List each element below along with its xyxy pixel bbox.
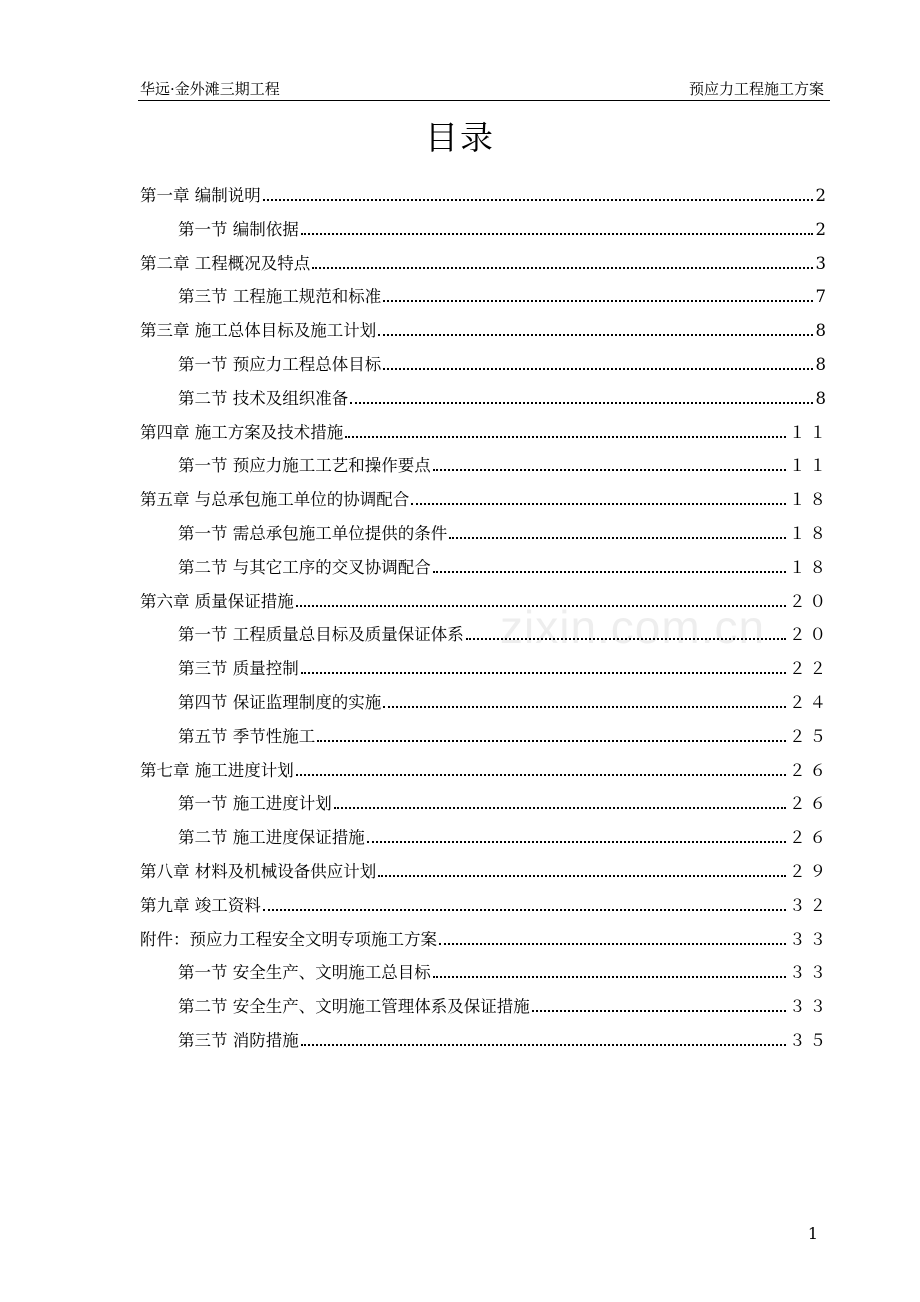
toc-dot-leader	[263, 892, 786, 911]
toc-chapter-entry[interactable]	[140, 486, 830, 520]
toc-dot-leader	[411, 487, 786, 506]
watermark-text: zixin.com.cn	[500, 601, 766, 653]
toc-dot-leader	[263, 183, 813, 202]
toc-entry-page: 2	[815, 186, 830, 205]
toc-section-entry[interactable]	[140, 959, 830, 993]
toc-entry-page: ２９	[789, 861, 830, 881]
toc-dot-leader	[367, 825, 786, 844]
toc-section-entry[interactable]	[140, 1027, 830, 1061]
toc-entry-page: １１	[789, 422, 830, 442]
toc-section-entry[interactable]	[140, 621, 830, 655]
toc-entry-page: ３５	[789, 1030, 830, 1050]
toc-entry-label: 第四章 施工方案及技术措施	[140, 422, 344, 442]
toc-section-entry[interactable]	[140, 554, 830, 588]
toc-entry-label: 第一节 预应力施工工艺和操作要点	[178, 456, 431, 476]
toc-entry-label: 附件：预应力工程安全文明专项施工方案	[140, 929, 437, 949]
toc-entry-label: 第四节 保证监理制度的实施	[178, 692, 382, 712]
toc-chapter-entry[interactable]	[140, 892, 830, 926]
toc-entry-label: 第三节 工程施工规范和标准	[178, 287, 382, 307]
toc-chapter-entry[interactable]	[140, 250, 830, 284]
toc-section-entry[interactable]	[140, 520, 830, 554]
toc-dot-leader	[383, 689, 786, 708]
toc-chapter-entry[interactable]	[140, 182, 830, 216]
page-number: 1	[807, 1224, 818, 1243]
toc-entry-label: 第一节 编制依据	[178, 219, 299, 239]
toc-dot-leader	[383, 351, 812, 370]
toc-entry-page: ２４	[789, 692, 830, 712]
table-of-contents	[140, 182, 830, 1061]
toc-entry-page: 2	[815, 219, 830, 239]
toc-entry-label: 第三节 消防措施	[178, 1030, 299, 1050]
toc-section-entry[interactable]	[140, 452, 830, 486]
toc-section-entry[interactable]	[140, 655, 830, 689]
toc-dot-leader	[301, 656, 786, 675]
toc-chapter-entry[interactable]	[140, 317, 830, 351]
toc-entry-page: ２６	[789, 794, 830, 814]
toc-entry-page: ２６	[789, 828, 830, 848]
toc-entry-label: 第二节 与其它工序的交叉协调配合	[178, 557, 431, 577]
toc-dot-leader	[312, 250, 812, 269]
toc-entry-page: 8	[815, 354, 830, 374]
toc-entry-label: 第五节 季节性施工	[178, 726, 316, 746]
toc-entry-page: ３３	[789, 929, 830, 949]
toc-entry-label: 第一节 安全生产、文明施工总目标	[178, 963, 431, 983]
toc-dot-leader	[466, 622, 786, 641]
toc-chapter-entry[interactable]	[140, 926, 830, 960]
toc-entry-label: 第二章 工程概况及特点	[140, 253, 311, 273]
toc-section-entry[interactable]	[140, 689, 830, 723]
toc-entry-label: 第三节 质量控制	[178, 659, 299, 679]
toc-section-entry[interactable]	[140, 790, 830, 824]
toc-entry-page: 3	[815, 253, 830, 273]
toc-chapter-entry[interactable]	[140, 858, 830, 892]
header-document-title: 预应力工程施工方案	[688, 80, 824, 98]
toc-entry-page: ３３	[789, 997, 830, 1017]
toc-entry-label: 第二节 安全生产、文明施工管理体系及保证措施	[178, 997, 530, 1017]
toc-entry-label: 第三章 施工总体目标及施工计划	[140, 321, 377, 341]
toc-section-entry[interactable]	[140, 283, 830, 317]
toc-dot-leader	[296, 757, 786, 776]
toc-entry-page: ２５	[789, 726, 830, 746]
toc-entry-label: 第一章 编制说明	[140, 186, 261, 205]
toc-section-entry[interactable]	[140, 723, 830, 757]
page-title: 目录	[425, 118, 495, 157]
header-project-name: 华远·金外滩三期工程	[140, 80, 280, 98]
toc-entry-page: ２２	[789, 659, 830, 679]
toc-dot-leader	[439, 926, 786, 945]
toc-dot-leader	[296, 588, 786, 607]
toc-entry-label: 第五章 与总承包施工单位的协调配合	[140, 490, 410, 510]
toc-dot-leader	[378, 318, 812, 337]
toc-entry-page: １８	[789, 523, 830, 543]
toc-entry-label: 第八章 材料及机械设备供应计划	[140, 861, 377, 881]
toc-section-entry[interactable]	[140, 993, 830, 1027]
toc-entry-page: 8	[815, 388, 830, 408]
toc-entry-page: ３３	[789, 963, 830, 983]
toc-dot-leader	[378, 858, 786, 877]
toc-entry-page: ２０	[789, 591, 830, 611]
toc-entry-page: １１	[789, 456, 830, 476]
toc-entry-page: １８	[789, 557, 830, 577]
toc-section-entry[interactable]	[140, 351, 830, 385]
toc-entry-label: 第一节 施工进度计划	[178, 794, 332, 814]
toc-dot-leader	[433, 554, 786, 573]
toc-dot-leader	[532, 994, 786, 1013]
toc-entry-label: 第九章 竣工资料	[140, 895, 261, 915]
toc-dot-leader	[433, 453, 786, 472]
toc-entry-page: ３２	[789, 895, 830, 915]
toc-dot-leader	[317, 723, 786, 742]
toc-chapter-entry[interactable]	[140, 757, 830, 791]
toc-section-entry[interactable]	[140, 216, 830, 250]
toc-entry-label: 第一节 需总承包施工单位提供的条件	[178, 523, 448, 543]
toc-entry-label: 第二节 施工进度保证措施	[178, 828, 365, 848]
toc-entry-label: 第六章 质量保证措施	[140, 591, 294, 611]
toc-entry-page: 7	[815, 287, 830, 307]
toc-entry-page: 8	[815, 321, 830, 341]
toc-dot-leader	[301, 1027, 786, 1046]
toc-section-entry[interactable]	[140, 824, 830, 858]
toc-dot-leader	[345, 419, 786, 438]
toc-dot-leader	[301, 216, 813, 235]
toc-chapter-entry[interactable]	[140, 419, 830, 453]
toc-chapter-entry[interactable]	[140, 588, 830, 622]
toc-entry-page: １８	[789, 490, 830, 510]
running-header	[138, 76, 830, 101]
toc-entry-label: 第一节 工程质量总目标及质量保证体系	[178, 625, 464, 645]
toc-entry-page: ２６	[789, 760, 830, 780]
toc-dot-leader	[449, 520, 786, 539]
toc-dot-leader	[433, 960, 786, 979]
toc-entry-label: 第一节 预应力工程总体目标	[178, 354, 382, 374]
toc-entry-page: ２０	[789, 625, 830, 645]
toc-entry-label: 第七章 施工进度计划	[140, 760, 294, 780]
toc-entry-label: 第二节 技术及组织准备	[178, 388, 349, 408]
toc-dot-leader	[350, 385, 812, 404]
toc-dot-leader	[334, 791, 786, 810]
toc-section-entry[interactable]	[140, 385, 830, 419]
toc-dot-leader	[383, 284, 812, 303]
